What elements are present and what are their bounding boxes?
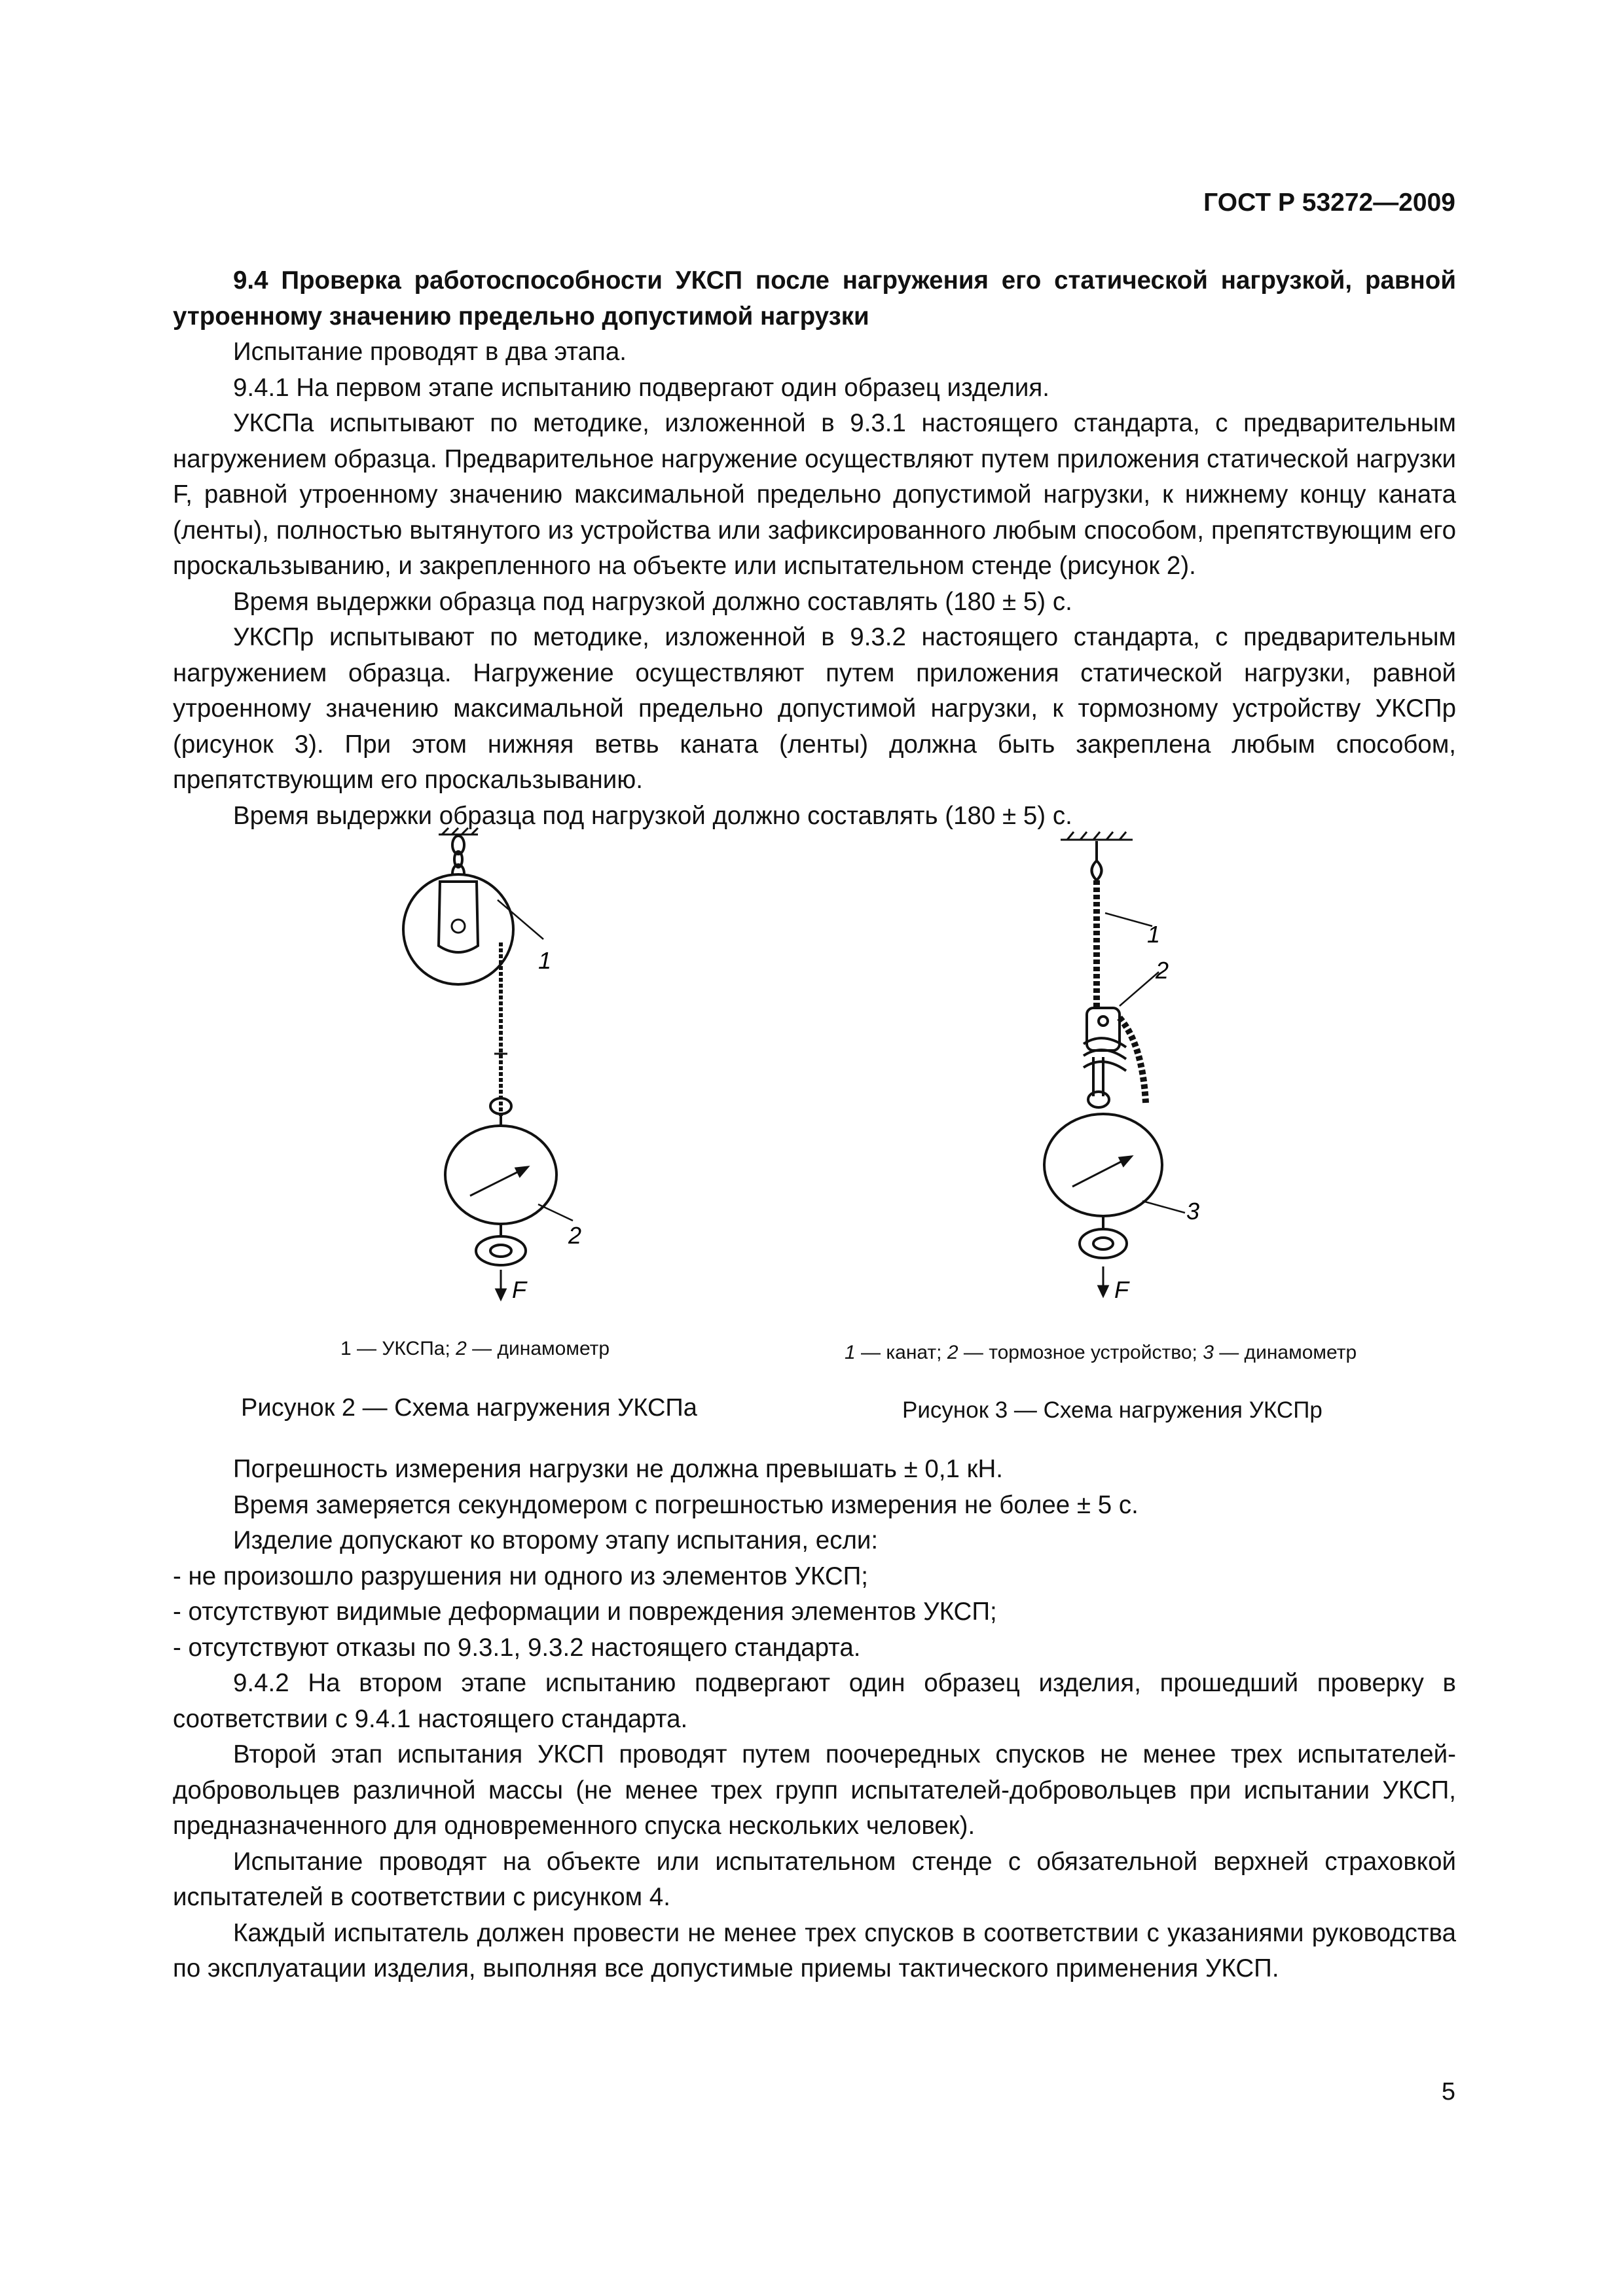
legend-num: 2 [947,1342,958,1363]
figure-2-svg [367,821,694,1319]
figure-2-callout-1: 1 [538,947,552,974]
paragraph: УКСПа испытывают по методике, изложенной в 9.3.1 настоящего стандарта, с предварительным нагружением образца. Предварительное нагружение осуществляют путем приложения статической нагрузки F, равной утроенному значению максимальной предельно допустимой нагрузки, к нижнему концу каната (ленты), полностью вытянутого из устройства или зафиксированного любым способом, препятствующим его проскальзыванию, и закрепленного на объекте или испытательном стенде (рисунок 2). [173,409,1456,580]
force-arrow-icon [1099,1266,1108,1296]
paragraph: УКСПр испытывают по методике, изложенной в 9.3.2 настоящего стандарта, с предварительным нагружением образца. Нагружение осуществляют путем приложения статической нагрузки, равной утроенному значению максимальной предельно допустимой нагрузки, к тормозному устройству УКСПр (рисунок 3). При этом нижняя ветвь каната (ленты) должна быть закреплена любым способом, препятствующим его проскальзыванию. [173,623,1456,794]
figure-3-drawing [1021,821,1349,1319]
legend-num: 1 [845,1342,856,1363]
legend-text: — канат; [855,1342,947,1363]
section-body-top [173,263,1456,834]
document-header: ГОСТ Р 53272—2009 [1203,188,1455,217]
figure-3-callout-3: 3 [1186,1198,1200,1225]
legend-text: — динамометр [1213,1342,1357,1363]
paragraph: Второй этап испытания УКСП проводят путем поочередных спусков не менее трех испытателей-добровольцев различной массы (не менее трех групп испытателей-добровольцев при испытании УКСП, предназначенного для одновременного спуска нескольких человек). [173,1740,1456,1840]
ceiling-mount [439,828,478,834]
section-body-bottom [173,1452,1456,1987]
brake-device [1084,1008,1126,1071]
figure-2-legend [340,1338,610,1360]
figure-2-drawing [367,821,694,1319]
descent-device [403,874,513,984]
ceiling-mount [1061,832,1133,840]
paragraph: Время выдержки образца под нагрузкой должно составлять (180 ± 5) с. [233,587,1072,616]
rope-free-end [1120,1018,1146,1103]
figure-2-caption: Рисунок 2 — Схема нагружения УКСПа [241,1394,697,1422]
figure-3-callout-1: 1 [1147,921,1161,948]
paragraph: 9.4.2 На втором этапе испытанию подвергают один образец изделия, прошедший проверку в соответствии с 9.4.1 настоящего стандарта. [173,1669,1456,1733]
list-item: - отсутствуют отказы по 9.3.1, 9.3.2 настоящего стандарта. [173,1633,861,1662]
paragraph: Время замеряется секундомером с погрешностью измерения не более ± 5 с. [233,1490,1139,1519]
figure-3-legend [845,1342,1357,1364]
paragraph: Испытание проводят на объекте или испытательном стенде с обязательной верхней страховкой испытателей в соответствии с рисунком 4. [173,1847,1456,1911]
legend-text: — тормозное устройство; [958,1342,1203,1363]
figure-3-callout-2: 2 [1156,957,1169,984]
force-arrow-icon [496,1270,505,1299]
section-heading: 9.4 Проверка работоспособности УКСП после нагружения его статической нагрузкой, равной утроенному значению предельно допустимой нагрузки [173,266,1456,331]
legend-text: — УКСПа; [351,1338,456,1359]
rope-top-loop [1092,841,1102,880]
paragraph: Каждый испытатель должен провести не менее трех спусков в соответствии с указаниями руководства по эксплуатации изделия, выполняя все допустимые приемы тактического применения УКСП. [173,1918,1456,1982]
figure-3-force-label: F [1114,1276,1129,1303]
legend-num: 3 [1203,1342,1214,1363]
page-number: 5 [1441,2078,1455,2106]
legend-num: 2 [456,1338,467,1359]
figure-3-svg [1021,821,1349,1319]
legend-num: 1 [340,1338,352,1359]
paragraph: Погрешность измерения нагрузки не должна превышать ± 0,1 кН. [233,1455,1003,1483]
paragraph: Время выдержки образца под нагрузкой должно составлять (180 ± 5) с. [233,801,1072,830]
paragraph: 9.4.1 На первом этапе испытанию подвергают один образец изделия. [233,373,1049,402]
paragraph: Испытание проводят в два этапа. [233,338,627,366]
paragraph: Изделие допускают ко второму этапу испытания, если: [233,1526,879,1554]
legend-text: — динамометр [466,1338,610,1359]
list-item: - не произошло разрушения ни одного из элементов УКСП; [173,1562,869,1590]
figure-3-caption: Рисунок 3 — Схема нагружения УКСПр [902,1397,1322,1423]
list-item: - отсутствуют видимые деформации и повреждения элементов УКСП; [173,1598,997,1626]
figure-2-callout-2: 2 [568,1222,582,1249]
figure-2-force-label: F [512,1276,526,1303]
dynamometer [445,1098,556,1265]
